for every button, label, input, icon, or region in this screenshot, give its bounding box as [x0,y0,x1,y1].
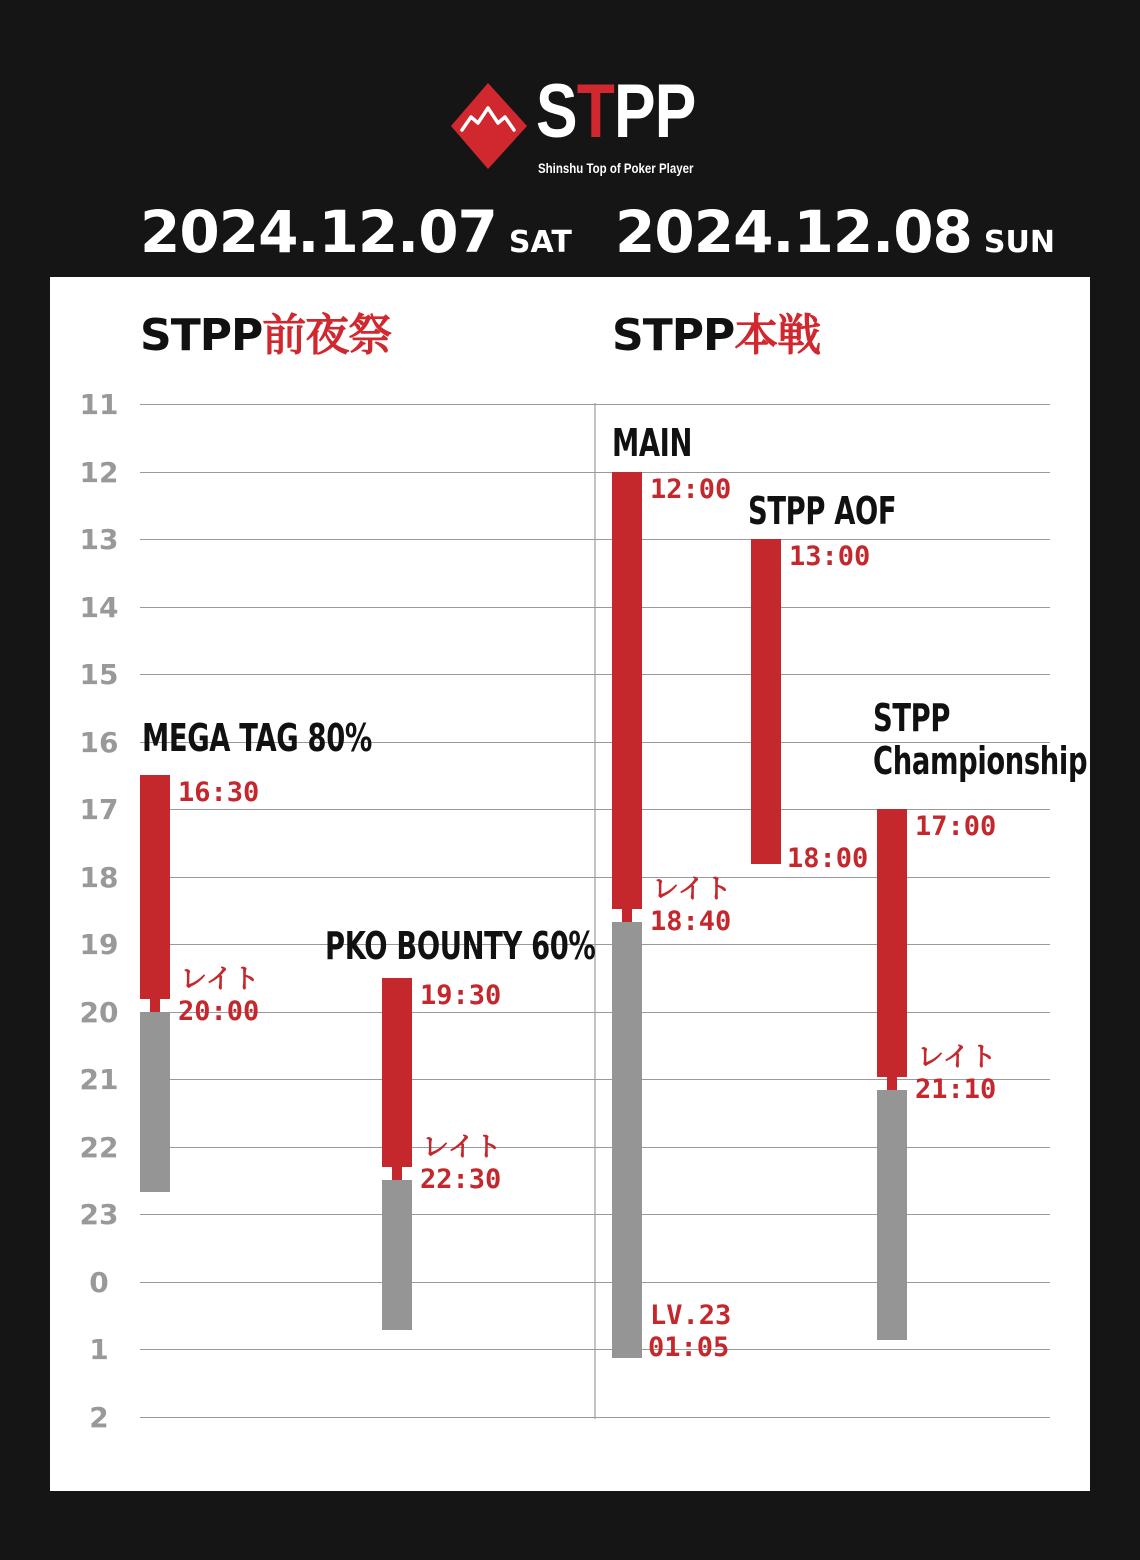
event-title [142,717,372,760]
hour-label: 19 [79,928,119,961]
stpp-logo [450,69,710,178]
date-day2 [615,198,1055,266]
hour-gridline [140,539,1050,540]
end-time-label: 01:05 [648,1332,730,1364]
event-title-line: STPP AOF [748,489,897,533]
logo-wordmark [536,69,696,154]
late-registration-label: レイト [917,1042,997,1074]
late-registration-marker [622,909,632,922]
event-title [612,422,692,465]
hour-gridline [140,809,1050,810]
event-title [748,490,896,533]
registration-bar [140,775,170,998]
hour-gridline [140,1012,1050,1013]
event-title-line: Championship [873,738,1088,783]
hour-gridline [140,1214,1050,1215]
late-registration-label: レイト [180,963,260,995]
hour-label: 2 [89,1400,109,1434]
date-day2-weekday: SUN [983,225,1055,260]
late-registration-label: レイト [652,873,732,905]
logo-letter-t: T [576,69,615,154]
registration-bar [382,978,412,1168]
hour-gridline [140,607,1050,608]
hour-gridline [140,877,1050,878]
hour-label: 17 [79,793,119,826]
end-time-label: 18:00 [787,842,869,874]
registration-bar [877,809,907,1077]
date-day2-value: 2024.12.08 [615,198,972,266]
registration-bar [751,539,781,864]
event-title-line: MAIN [612,421,693,465]
hour-gridline [140,1147,1050,1148]
hour-label: 15 [79,658,119,691]
late-time-label: 21:10 [915,1074,997,1106]
logo-letter-s: S [536,69,577,154]
hour-gridline [140,472,1050,473]
date-day1-weekday: SAT [508,225,572,260]
hour-label: 23 [79,1198,119,1231]
hour-gridline [140,1282,1050,1283]
section-title-main-name: 本戦 [734,310,821,361]
section-title-eve-prefix: STPP [140,310,263,361]
late-registration-marker [392,1167,402,1180]
late-time-label: 20:00 [178,995,260,1027]
event-title-line: MEGA TAG 80% [142,716,372,760]
hour-label: 22 [79,1130,119,1164]
hour-label: 13 [79,523,119,556]
start-time-label: 12:00 [650,473,732,505]
section-title-eve [140,299,391,363]
date-day1-value: 2024.12.07 [140,198,497,266]
section-title-eve-name: 前夜祭 [262,310,392,361]
hour-label: 12 [79,455,119,489]
play-bar [877,1090,907,1339]
date-day1 [140,198,572,266]
hour-label: 0 [89,1265,109,1299]
late-time-label: 22:30 [420,1164,502,1196]
hour-gridline [140,404,1050,405]
late-registration-marker [150,999,160,1012]
logo-letters-pp: PP [614,69,696,154]
start-time-label: 19:30 [420,979,502,1011]
hour-label: 20 [79,995,119,1029]
hour-gridline [140,1349,1050,1350]
event-title-line: STPP [873,696,951,740]
section-title-main-prefix: STPP [612,310,735,361]
diamond-mountain-icon [450,78,530,178]
event-title [325,925,595,968]
late-registration-marker [887,1077,897,1090]
hour-label: 1 [89,1333,109,1366]
schedule-panel [50,277,1090,1491]
event-title-line: PKO BOUNTY 60% [325,924,596,968]
start-time-label: 16:30 [178,777,260,809]
play-bar [382,1180,412,1330]
section-title-main [612,299,820,363]
end-level-label: LV.23 [650,1300,732,1332]
hour-gridline [140,674,1050,675]
play-bar [140,1012,170,1192]
hour-gridline [140,1417,1050,1418]
hour-label: 14 [79,590,119,624]
hour-label: 16 [79,725,119,759]
hour-label: 21 [79,1063,119,1096]
logo-tagline: Shinshu Top of Poker Player [538,160,694,176]
play-bar [612,922,642,1359]
hour-label: 18 [79,860,119,894]
hour-label: 11 [79,388,119,421]
late-time-label: 18:40 [650,905,732,937]
hour-gridline [140,1079,1050,1080]
event-title [873,697,1087,782]
registration-bar [612,472,642,909]
start-time-label: 17:00 [915,811,997,842]
start-time-label: 13:00 [789,541,871,572]
late-registration-label: レイト [422,1132,502,1164]
day-divider [594,403,596,1419]
